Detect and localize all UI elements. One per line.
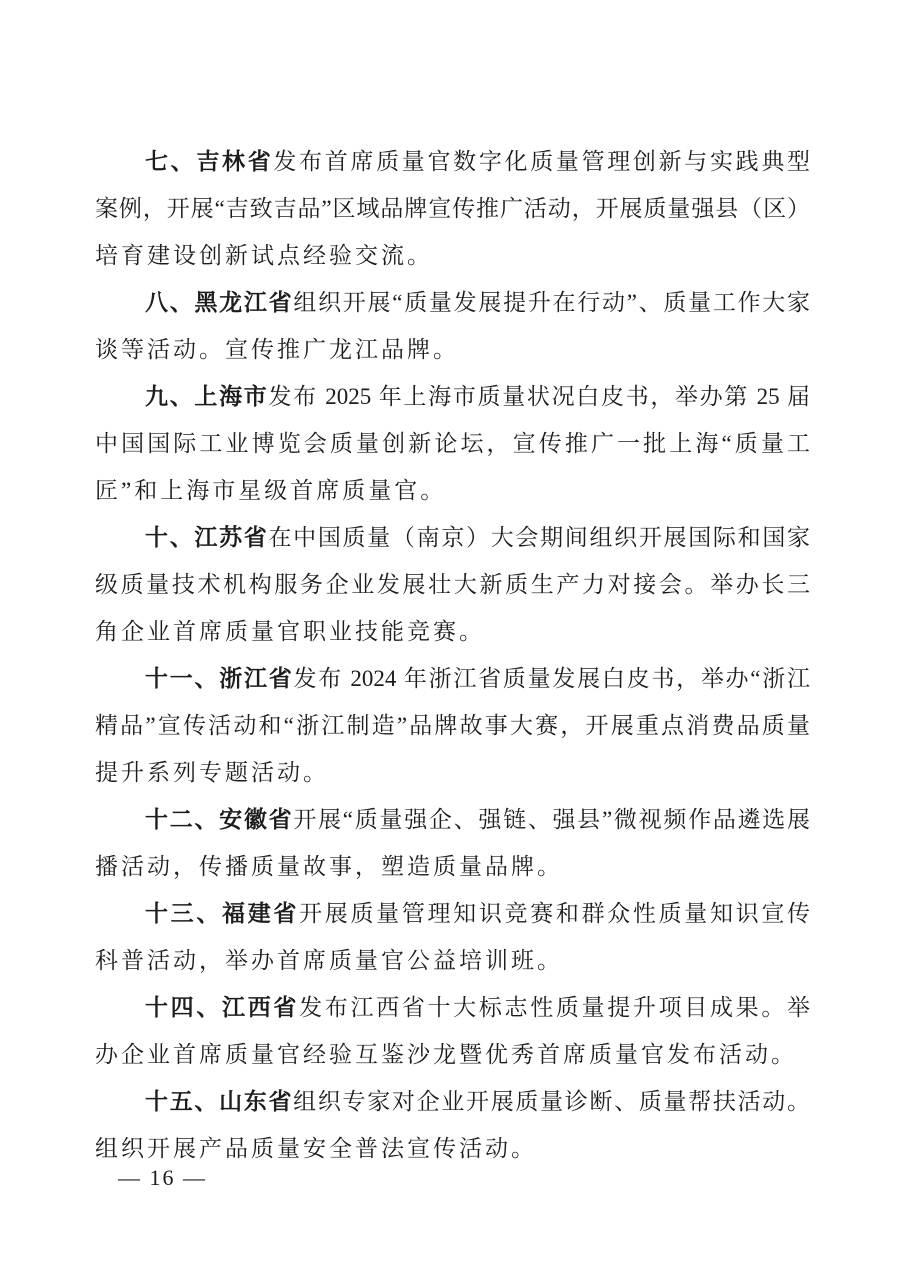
paragraph-text: 开展质量管理知识竞赛和群众性质量知识宣传 — [299, 901, 810, 926]
text-line — [95, 138, 810, 185]
paragraph-lead-label: 十一、浙江省 — [145, 665, 294, 691]
paragraph-lead-label: 九、上海市 — [145, 383, 269, 409]
text-line — [95, 561, 810, 608]
paragraph-text: 发布江西省十大标志性质量提升项目成果。举 — [299, 995, 810, 1020]
paragraph-text: 组织开展“质量发展提升在行动”、质量工作大家 — [293, 290, 810, 315]
paragraph — [95, 1078, 810, 1172]
paragraph-text: 发布 2024 年浙江省质量发展白皮书，举办“浙江 — [293, 666, 810, 691]
text-line — [95, 890, 810, 937]
paragraph — [95, 373, 810, 514]
paragraph — [95, 279, 810, 373]
page-number: — 16 — — [118, 1165, 207, 1190]
text-line — [95, 608, 810, 655]
paragraph-text: 级质量技术机构服务企业发展壮大新质生产力对接会。举办长三 — [95, 572, 810, 597]
paragraph-lead-label: 十三、福建省 — [145, 900, 300, 926]
paragraph-text: 案例，开展“吉致吉品”区域品牌宣传推广活动，开展质量强县（区） — [95, 196, 810, 221]
paragraph-text: 播活动，传播质量故事，塑造质量品牌。 — [95, 854, 563, 879]
paragraph-text: 提升系列专题活动。 — [95, 760, 329, 785]
paragraph-text: 在中国质量（南京）大会期间组织开展国际和国家 — [268, 525, 810, 550]
paragraph-text: 角企业首席质量官职业技能竞赛。 — [95, 619, 485, 644]
text-line — [95, 937, 810, 984]
text-line — [95, 796, 810, 843]
paragraph-text: 办企业首席质量官经验互鉴沙龙暨优秀首席质量官发布活动。 — [95, 1042, 797, 1067]
paragraph-text: 发布首席质量官数字化质量管理创新与实践典型 — [273, 149, 810, 174]
text-line — [95, 984, 810, 1031]
paragraph-lead-label: 八、黑龙江省 — [145, 289, 294, 315]
text-line — [95, 702, 810, 749]
text-line — [95, 749, 810, 796]
text-line — [95, 279, 810, 326]
paragraph — [95, 796, 810, 890]
paragraph-text: 科普活动，举办首席质量官公益培训班。 — [95, 948, 563, 973]
text-line — [95, 1078, 810, 1125]
paragraph-text: 精品”宣传活动和“浙江制造”品牌故事大赛，开展重点消费品质量 — [95, 713, 810, 738]
text-line — [95, 514, 810, 561]
paragraph-text: 开展“质量强企、强链、强县”微视频作品遴选展 — [293, 807, 810, 832]
text-line — [95, 655, 810, 702]
paragraph-text: 中国国际工业博览会质量创新论坛，宣传推广一批上海“质量工 — [95, 431, 810, 456]
text-line — [95, 185, 810, 232]
paragraph-text: 谈等活动。宣传推广龙江品牌。 — [95, 337, 459, 362]
paragraph-text: 发布 2025 年上海市质量状况白皮书，举办第 25 届 — [268, 384, 810, 409]
text-line — [95, 420, 810, 467]
paragraph-text: 组织开展产品质量安全普法宣传活动。 — [95, 1136, 537, 1161]
paragraph-text: 组织专家对企业开展质量诊断、质量帮扶活动。 — [293, 1089, 810, 1114]
text-line — [95, 843, 810, 890]
paragraph-lead-label: 十、江苏省 — [145, 524, 269, 550]
paragraph — [95, 984, 810, 1078]
paragraph-lead-label: 十五、山东省 — [145, 1088, 294, 1114]
paragraph-text: 培育建设创新试点经验交流。 — [95, 243, 433, 268]
paragraph — [95, 138, 810, 279]
paragraph-text: 匠”和上海市星级首席质量官。 — [95, 478, 447, 503]
text-line — [95, 1031, 810, 1078]
paragraph-lead-label: 七、吉林省 — [145, 148, 274, 174]
text-line — [95, 326, 810, 373]
text-line — [95, 232, 810, 279]
text-line — [95, 373, 810, 420]
text-line — [95, 467, 810, 514]
paragraph — [95, 514, 810, 655]
paragraph-lead-label: 十二、安徽省 — [145, 806, 294, 832]
paragraph — [95, 655, 810, 796]
document-body — [95, 138, 810, 1172]
paragraph — [95, 890, 810, 984]
paragraph-lead-label: 十四、江西省 — [145, 994, 300, 1020]
